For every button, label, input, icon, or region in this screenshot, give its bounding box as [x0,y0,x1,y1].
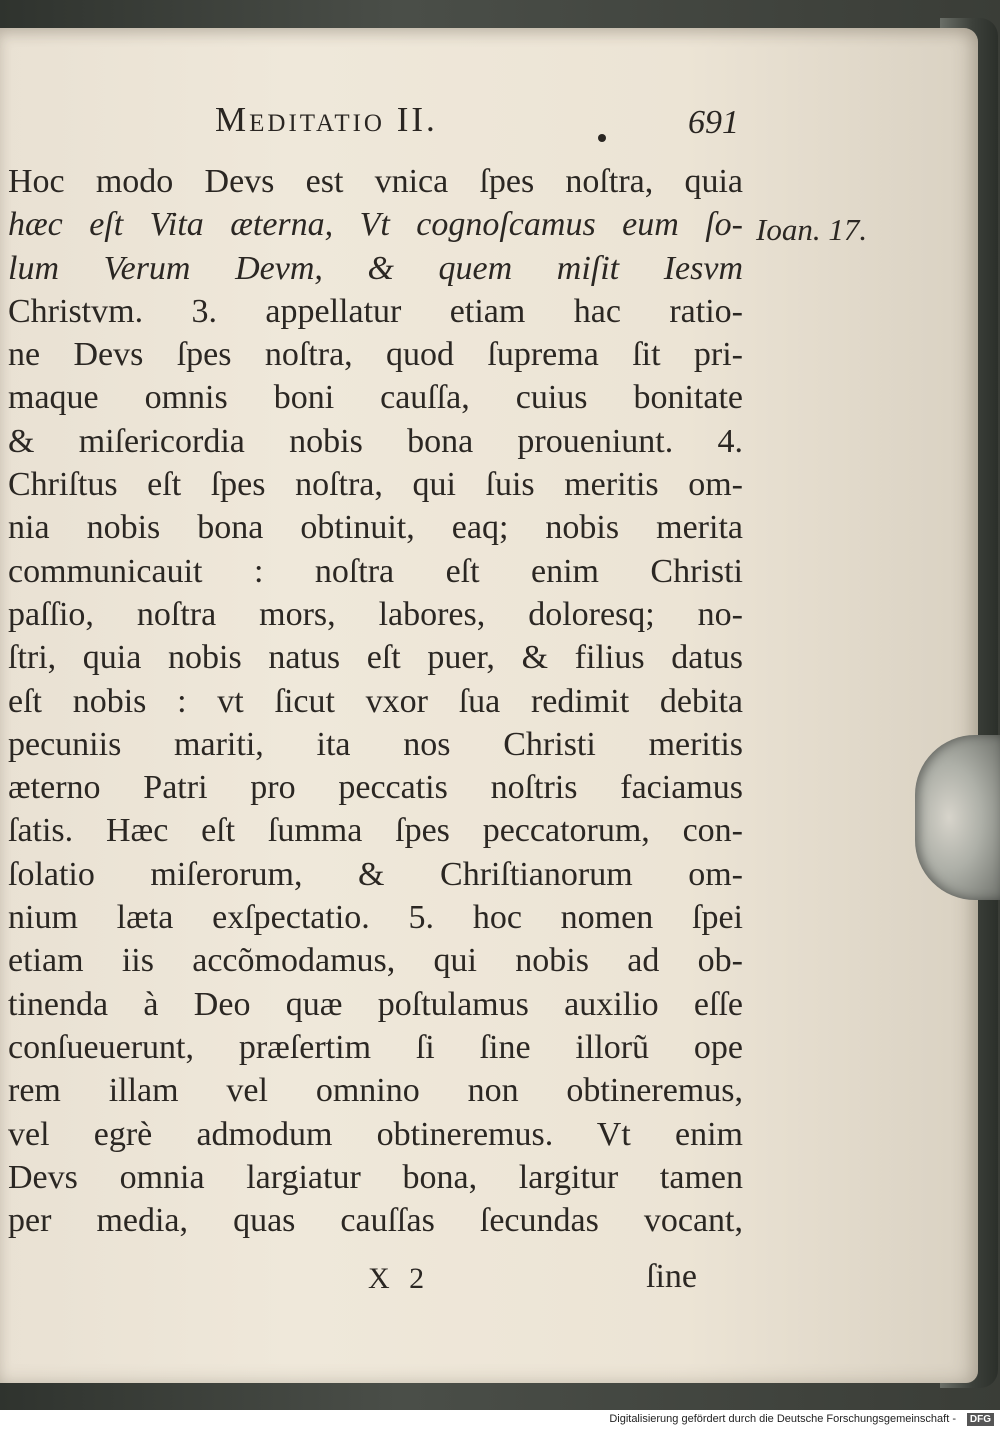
text-line: maque omnis boni cauſſa, cuius bonitate [8,379,743,417]
body-text [8,160,743,1242]
text-line: conſueuerunt, præſertim ſi ſine illorũ ope [8,1028,743,1066]
text-line: paſſio, noſtra mors, labores, doloresq; no- [8,595,743,633]
text-line: eſt nobis : vt ſicut vxor ſua redimit debita [8,682,743,720]
signature-mark: X 2 [368,1262,431,1295]
book-clasp [915,735,1000,900]
text-line: Devs omnia largiatur bona, largitur tamen [8,1158,743,1196]
text-line: nium læta exſpectatio. 5. hoc nomen ſpei [8,899,743,937]
text-line: hæc eſt Vita æterna, Vt cognoſcamus eum ſo- [8,206,743,244]
running-head: Meditatio II. [215,100,438,139]
decorative-dot [598,134,606,142]
text-line: nia nobis bona obtinuit, eaq; nobis merita [8,509,743,547]
text-line: lum Verum Devm, & quem miſit Iesvm [8,249,743,287]
text-line: æterno Patri pro peccatis noſtris faciamus [8,769,743,807]
text-line: ne Devs ſpes noſtra, quod ſuprema ſit pri- [8,336,743,374]
dfg-logo: DFG [967,1413,994,1426]
text-line: Chriſtus eſt ſpes noſtra, qui ſuis meritis om- [8,466,743,504]
text-line: ſatis. Hæc eſt ſumma ſpes peccatorum, con- [8,812,743,850]
text-line: Hoc modo Devs est vnica ſpes noſtra, quia [8,163,743,200]
footer-credit: Digitalisierung gefördert durch die Deutsche Forschungsgemeinschaft - [609,1413,956,1425]
page-number: 691 [688,104,739,141]
text-line: ſolatio miſerorum, & Chriſtianorum om- [8,855,743,893]
text-line: tinenda à Deo quæ poſtulamus auxilio eſſe [8,985,743,1023]
page-header [0,100,978,150]
catchword: ſine [646,1258,697,1295]
text-line: Christvm. 3. appellatur etiam hac ratio- [8,292,743,330]
text-line: rem illam vel omnino non obtineremus, [8,1072,743,1110]
text-line: per media, quas cauſſas ſecundas vocant, [8,1202,743,1240]
text-line: & miſericordia nobis bona proueniunt. 4. [8,422,743,460]
text-line: ſtri, quia nobis natus eſt puer, & filius datus [8,639,743,677]
text-line: etiam iis accõmodamus, qui nobis ad ob- [8,942,743,980]
text-line: vel egrè admodum obtineremus. Vt enim [8,1115,743,1153]
text-line: communicauit : noſtra eſt enim Christi [8,552,743,590]
text-line: pecuniis mariti, ita nos Christi meritis [8,725,743,763]
margin-reference: Ioan. 17. [756,212,868,247]
